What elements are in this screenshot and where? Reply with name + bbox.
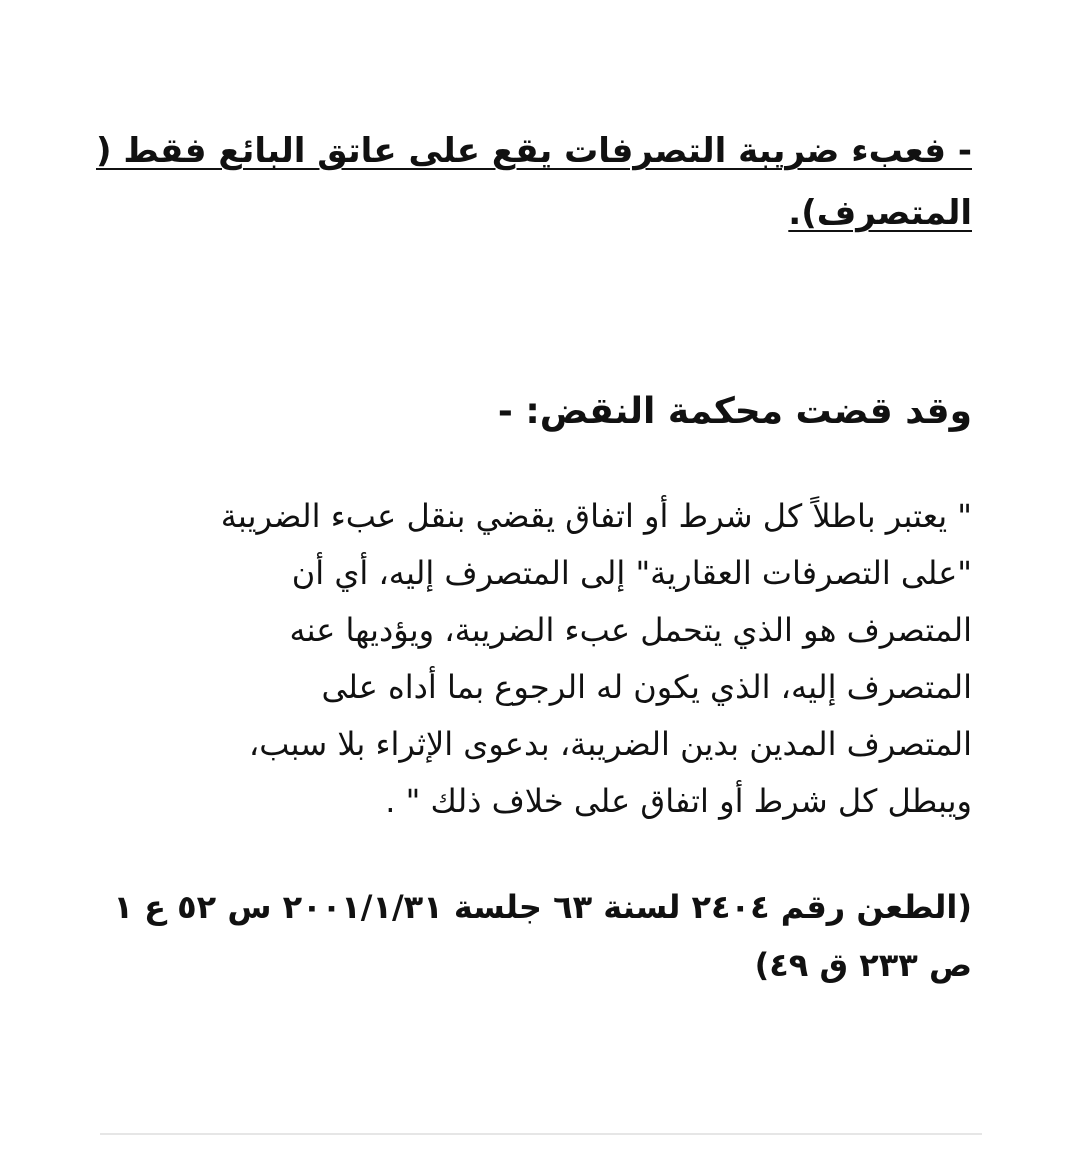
underlined-heading	[96, 120, 972, 244]
citation-line: (الطعن رقم ٢٤٠٤ لسنة ٦٣ جلسة ٢٠٠١/١/٣١ س ٥٢ ع ١	[113, 888, 972, 926]
section-title: وقد قضت محكمة النقض: -	[497, 391, 972, 432]
quote-line: "على التصرفات العقارية" إلى المتصرف إليه، أي أن	[291, 554, 972, 592]
quote-line: " يعتبر باطلاً كل شرط أو اتفاق يقضي بنقل عبء الضريبة	[220, 497, 972, 535]
quote-line: المتصرف المدين بدين الضريبة، بدعوى الإثراء بلا سبب،	[248, 725, 972, 763]
court-ruling-quote	[102, 488, 972, 830]
bottom-divider	[100, 1133, 982, 1135]
heading-line: المتصرف).	[788, 193, 972, 233]
citation-line: ص ٢٣٣ ق ٤٩)	[754, 946, 972, 984]
quote-line: المتصرف هو الذي يتحمل عبء الضريبة، ويؤديها عنه	[289, 611, 972, 649]
heading-line: - فعبء ضريبة التصرفات يقع على عاتق البائع فقط (	[96, 131, 972, 171]
quote-line: المتصرف إليه، الذي يكون له الرجوع بما أداه على	[321, 668, 972, 706]
case-citation	[102, 878, 972, 994]
quote-line: ويبطل كل شرط أو اتفاق على خلاف ذلك " .	[385, 782, 972, 820]
